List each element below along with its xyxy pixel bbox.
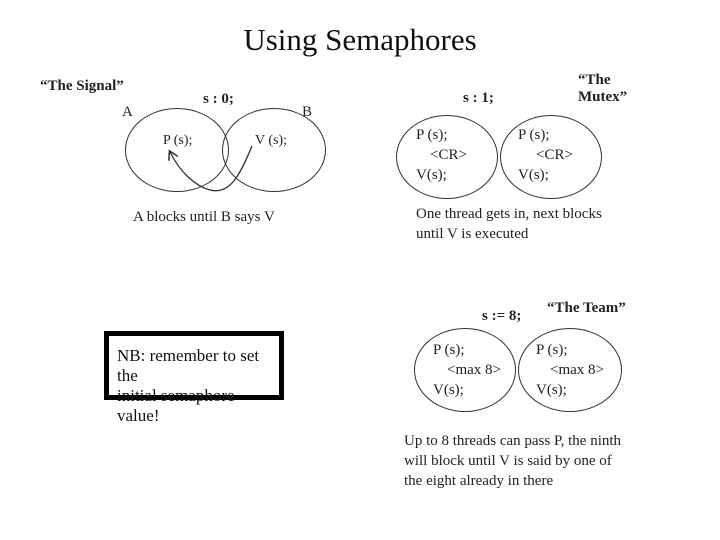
mutex-left-text: P (s); <CR> V(s); bbox=[416, 127, 467, 183]
signal-b-text: V (s); bbox=[255, 133, 288, 148]
team-left-text: P (s); <max 8> V(s); bbox=[433, 342, 501, 398]
signal-arrow bbox=[170, 146, 252, 191]
team-init: s := 8; bbox=[482, 308, 522, 324]
mutex-right-text: P (s); <CR> V(s); bbox=[518, 127, 573, 183]
team-caption: Up to 8 threads can pass P, the ninth will block until V is said by one of the eight already in there bbox=[404, 433, 622, 489]
signal-label-a: A bbox=[122, 104, 133, 120]
signal-caption: A blocks until B says V bbox=[133, 209, 275, 225]
signal-a-text: P (s); bbox=[163, 133, 193, 148]
signal-heading: “The Signal” bbox=[40, 78, 124, 94]
mutex-caption: One thread gets in, next blocks until V is executed bbox=[416, 206, 602, 242]
signal-init: s : 0; bbox=[203, 91, 234, 107]
signal-label-b: B bbox=[302, 104, 313, 120]
note-box bbox=[104, 331, 284, 425]
note-text: NB: remember to set the initial semaphore value! bbox=[117, 346, 260, 425]
team-heading: “The Team” bbox=[547, 300, 626, 316]
slide-title: Using Semaphores bbox=[243, 22, 477, 57]
mutex-init: s : 1; bbox=[463, 90, 494, 106]
mutex-heading: “The Mutex” bbox=[578, 72, 628, 105]
team-right-text: P (s); <max 8> V(s); bbox=[536, 342, 604, 398]
